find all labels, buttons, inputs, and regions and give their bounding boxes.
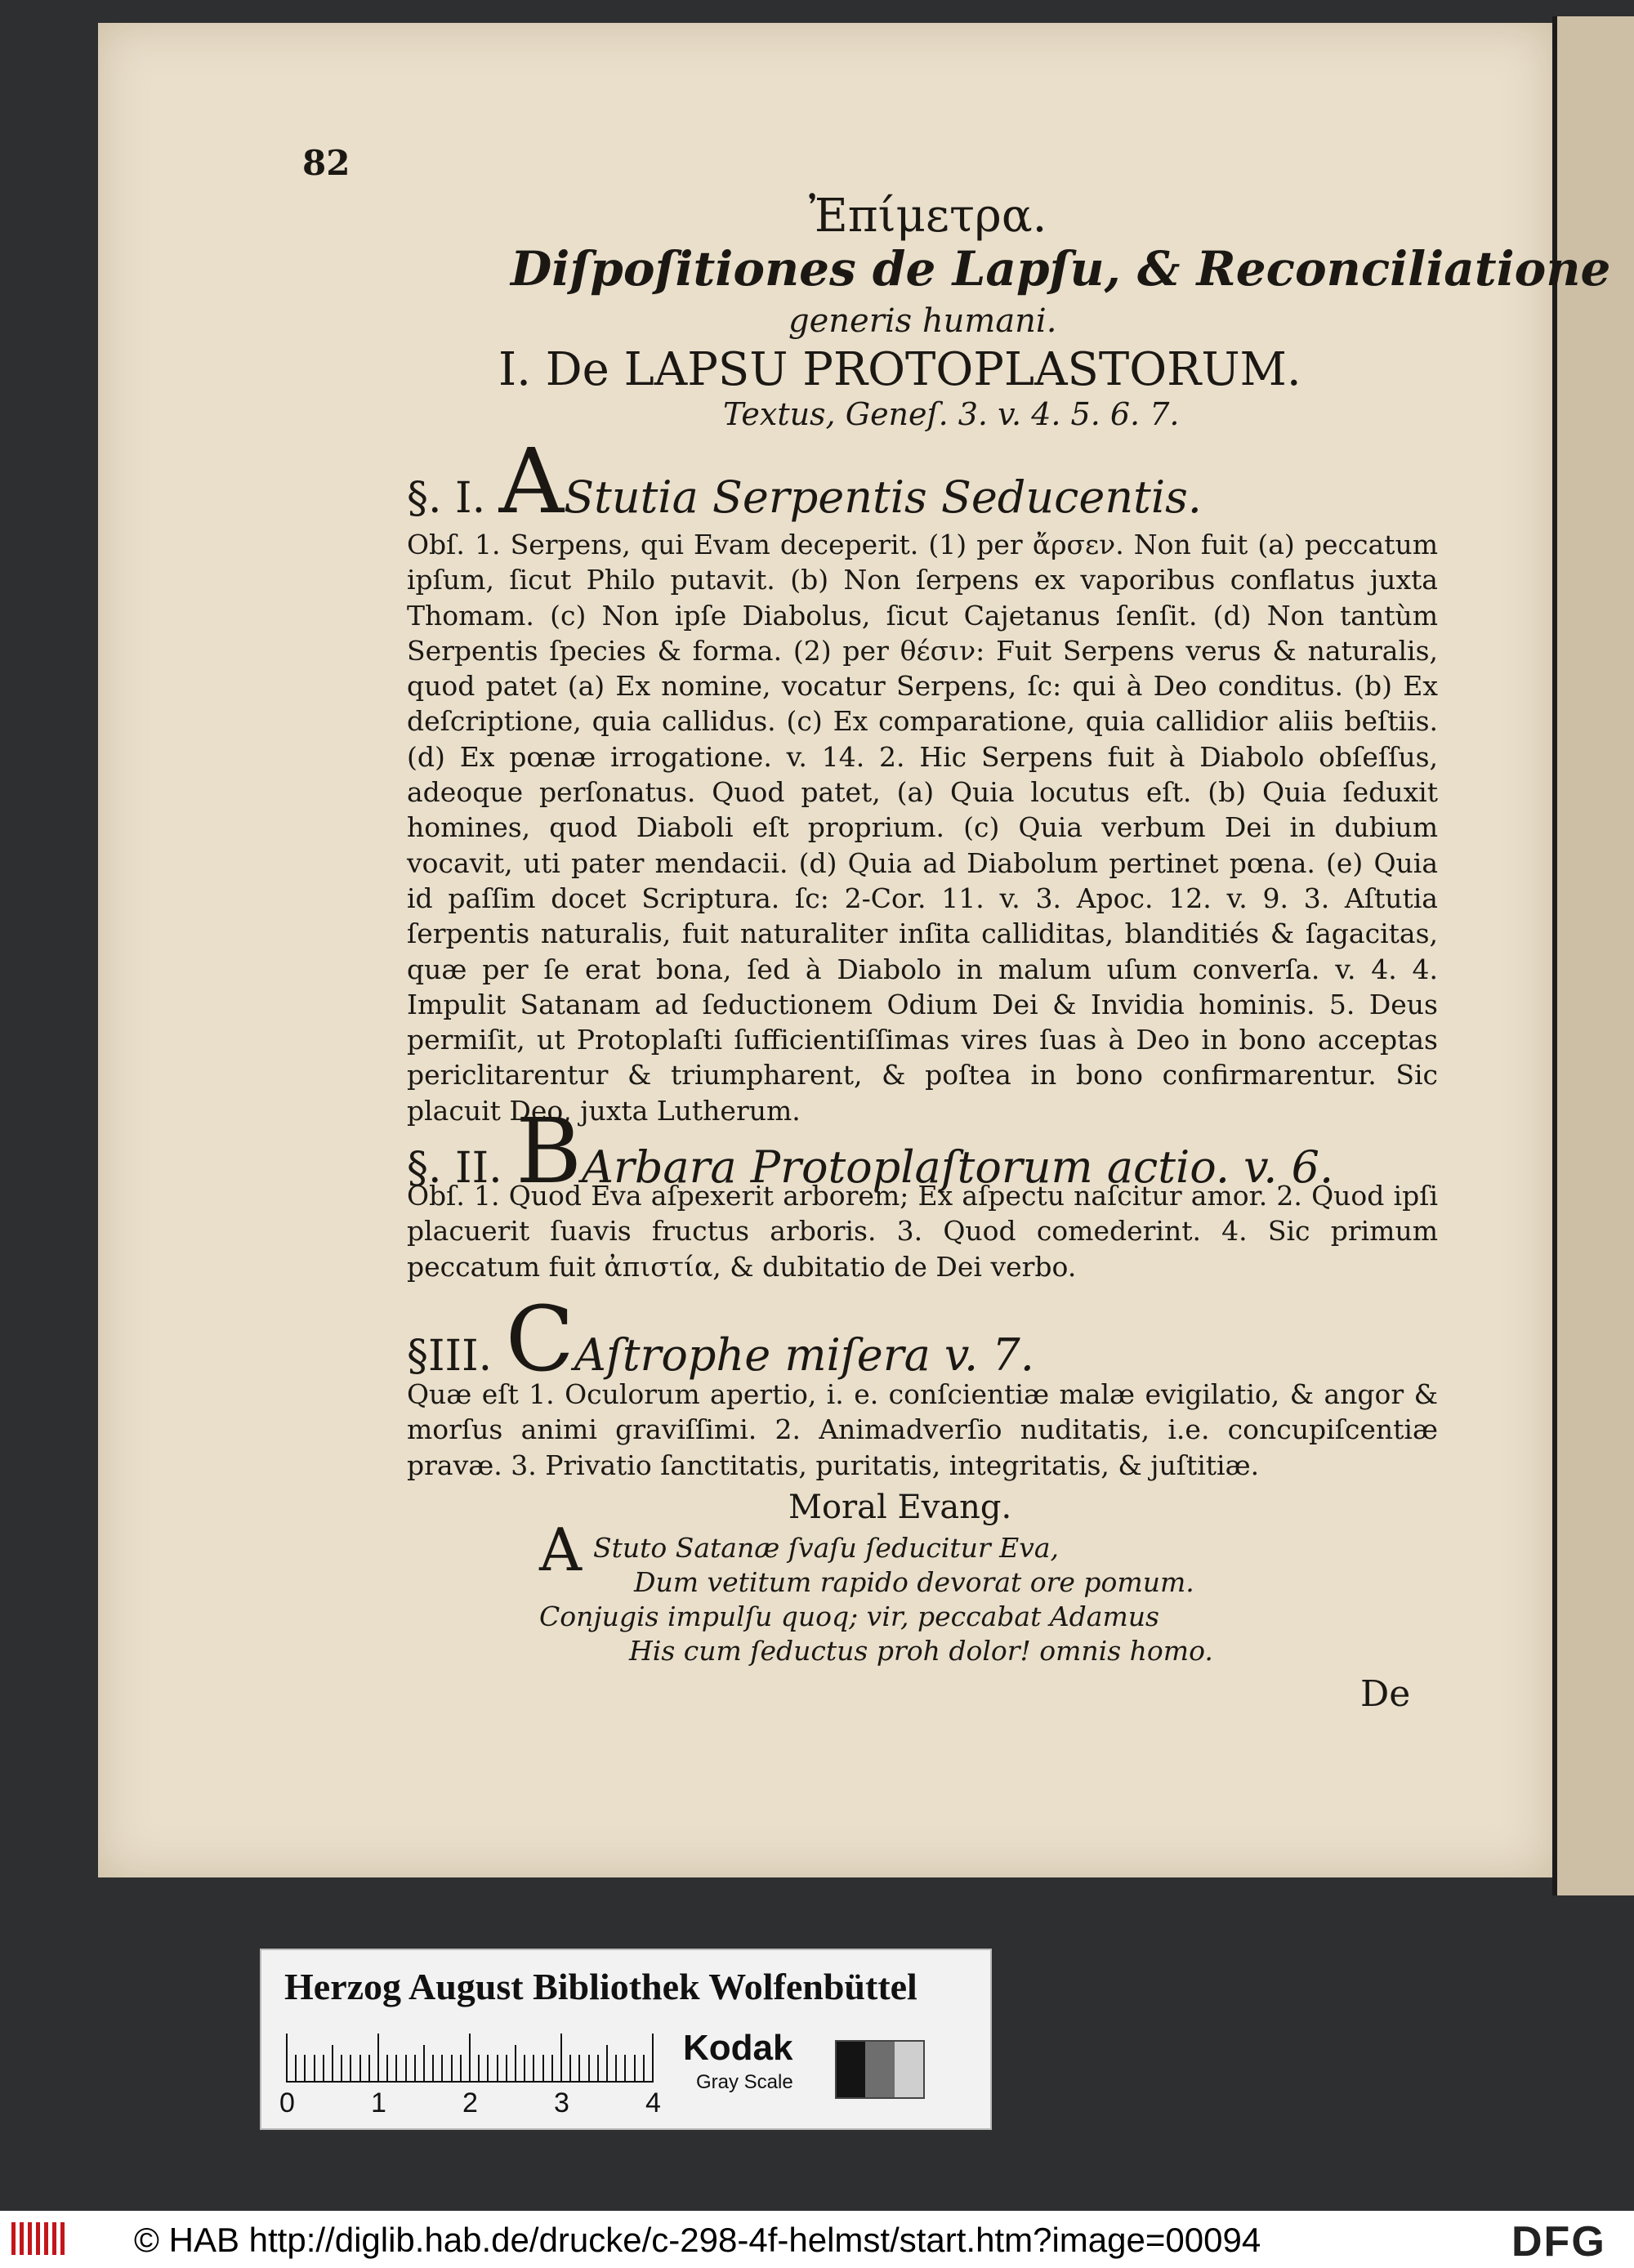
heading-line-1: Diſpoſitiones de Lapſu, & Reconciliatione [511,241,1611,297]
ruler-label-3: 3 [554,2087,569,2118]
section-2-mark: §. II. [407,1144,502,1193]
section-1-drop-cap: A [498,429,565,534]
ruler-tick [368,2055,370,2081]
ruler-tick [634,2055,636,2081]
ruler-tick [652,2034,654,2081]
adjacent-page-edge [1552,16,1634,1895]
ruler-tick [615,2055,617,2081]
kodak-logo: Kodak [683,2028,793,2068]
section-3-title: Aſtrophe miſera v. 7. [574,1329,1034,1381]
catchword: De [1360,1673,1411,1715]
ruler-tick [441,2055,443,2081]
ruler-tick [606,2045,608,2081]
ruler-label-0: 0 [279,2087,295,2118]
library-name: Herzog August Bibliothek Wolfenbüttel [284,1966,917,2007]
ruler-tick [560,2034,562,2081]
section-3-mark: §III. [407,1332,493,1381]
ruler-tick [533,2055,534,2081]
section-3-heading [407,1287,1034,1391]
section-1-body: Obſ. 1. Serpens, qui Evam deceperit. (1) per ἄρσεν. Non fuit (a) peccatum ipſum, ſicut Philo putavit. (b) Non ſerpens ex vaporibus conflatus juxta Thomam. (c) Non ipſe Diabolus, ſicut Cajetanus ſenſit. (d) Non tantùm Serpentis ſpecies & forma. (2) per θέσιν: Fuit Serpens verus & naturalis, quod patet (a) Ex nomine, vocatur Serpens, ſc: qui à Deo conditus. (b) Ex deſcriptione, quia callidus. (c) Ex comparatione, quia callidior aliis beſtiis. (d) Ex pœnæ irrogatione. v. 14. 2. Hic Serpens fuit à Diabolo obſeſſus, adeoque perſonatus. Quod patet, (a) Quia locutus eſt. (b) Quia ſeduxit homines, quod Diaboli eſt proprium. (c) Quia verbum Dei in dubium vocavit, uti pater mendacii. (d) Quia ad Diabolum pertinet pœna. (e) Quia id paſſim docet Scriptura. ſc: 2-Cor. 11. v. 3. Apoc. 12. v. 9. 3. Aſtutia ſerpentis naturalis, fuit naturaliter inſita calliditas, blanditiés & ſagacitas, quæ per ſe erat bona, ſed à Diabolo in malum uſum converſa. v. 4. 4. Impulit Satanam ad ſeductionem Odium Dei & Invidia hominis. 5. Deus permiſit, ut Protoplaſti ſufficientiſſimas vires ſuas à Deo in bono acceptas periclitarentur & triumpharent, & poſtea in bono confirmarentur. Sic placuit Deo, juxta Lutherum. [407,529,1438,1127]
ruler-tick [487,2055,489,2081]
ruler-tick [304,2055,306,2081]
library-scale-card [260,1949,992,2130]
gray-scale-label: Gray Scale [696,2071,793,2093]
ruler-tick [451,2055,453,2081]
ruler-tick [350,2055,351,2081]
swatch-mid [865,2042,894,2097]
ruler-tick [643,2055,645,2081]
section-1-mark: §. I. [407,474,486,523]
ruler-tick [323,2055,324,2081]
ruler-tick [506,2055,507,2081]
ruler-tick [542,2055,544,2081]
ruler-tick [588,2055,590,2081]
ruler-tick [524,2055,525,2081]
ruler-tick [295,2055,297,2081]
ruler-tick [314,2055,315,2081]
section-1-title: Stutia Serpentis Seducentis. [564,471,1202,523]
section-2-drop-cap: B [516,1099,583,1203]
poem-line-3: Conjugis impulſu quoq; vir, peccabat Adamus [539,1601,1159,1632]
greek-title: Ἐπίμετρα. [809,190,1047,243]
ruler-tick [414,2055,416,2081]
ruler-tick [341,2055,342,2081]
ruler-tick [597,2055,599,2081]
logo-stripe [20,2222,24,2255]
poem-drop-cap: A [539,1516,582,1584]
ruler-tick [386,2055,388,2081]
gray-swatches [835,2040,925,2099]
textus-reference: Textus, Geneſ. 3. v. 4. 5. 6. 7. [723,396,1180,432]
heading-line-2: generis humani. [788,302,1057,340]
ruler-tick [432,2055,434,2081]
ruler-label-2: 2 [462,2087,478,2118]
ruler-tick [359,2055,361,2081]
poem-line-2: Dum vetitum rapido devorat ore pomum. [634,1566,1194,1598]
ruler-tick [405,2055,407,2081]
poem-line-1: Stuto Satanæ ſvaſu ſeducitur Eva, [593,1532,1060,1564]
dfg-logo: DFG [1511,2218,1606,2266]
ruler-label-1: 1 [371,2087,386,2118]
barcode-logo-icon [11,2222,69,2255]
ruler-tick [497,2055,498,2081]
ruler-tick [578,2055,580,2081]
ruler [286,2032,654,2083]
ruler-tick [460,2055,462,2081]
ruler-tick [395,2055,397,2081]
poem-heading: Moral Evang. [788,1489,1012,1526]
ruler-tick [478,2055,480,2081]
ruler-tick [624,2055,626,2081]
footer-url[interactable]: © HAB http://diglib.hab.de/drucke/c-298-4f-helmst/start.htm?image=00094 [134,2221,1261,2259]
logo-stripe [28,2222,32,2255]
ruler-tick [286,2034,288,2081]
section-3-body: Quæ eſt 1. Oculorum apertio, i. e. conſcientiæ malæ evigilatio, & angor & morſus animi graviſſimi. 2. Animadverſio nuditatis, i.e. concupiſcentiæ pravæ. 3. Privatio ſanctitatis, puritatis, integritatis, & juſtitiæ. [407,1378,1438,1481]
footer-bar [0,2211,1634,2268]
section-3-drop-cap: C [505,1287,574,1391]
section-1-heading [407,429,1202,534]
section-title: I. De LAPSU PROTOPLASTORUM. [498,343,1301,396]
section-2-body: Obſ. 1. Quod Eva aſpexerit arborem; Ex aſpectu naſcitur amor. 2. Quod ipſi placuerit ſuavis fructus arboris. 3. Quod comederint. 4. Sic primum peccatum fuit ἀπιστία, & dubitatio de Dei verbo. [407,1180,1438,1283]
ruler-tick [377,2034,379,2081]
ruler-tick [469,2034,471,2081]
swatch-light [895,2042,923,2097]
poem [539,1516,1356,1679]
ruler-tick [569,2055,571,2081]
page-number: 82 [302,143,350,183]
logo-stripe [60,2222,65,2255]
logo-stripe [44,2222,48,2255]
logo-stripe [36,2222,40,2255]
ruler-tick [332,2045,333,2081]
ruler-label-4: 4 [645,2087,661,2118]
logo-stripe [52,2222,56,2255]
swatch-dark [837,2042,865,2097]
ruler-tick [515,2045,516,2081]
poem-line-4: His cum ſeductus proh dolor! omnis homo. [629,1635,1213,1667]
ruler-tick [551,2055,553,2081]
logo-stripe [11,2222,16,2255]
ruler-tick [423,2045,425,2081]
section-2-title: Arbara Protoplaſtorum actio. v. 6. [582,1141,1334,1193]
